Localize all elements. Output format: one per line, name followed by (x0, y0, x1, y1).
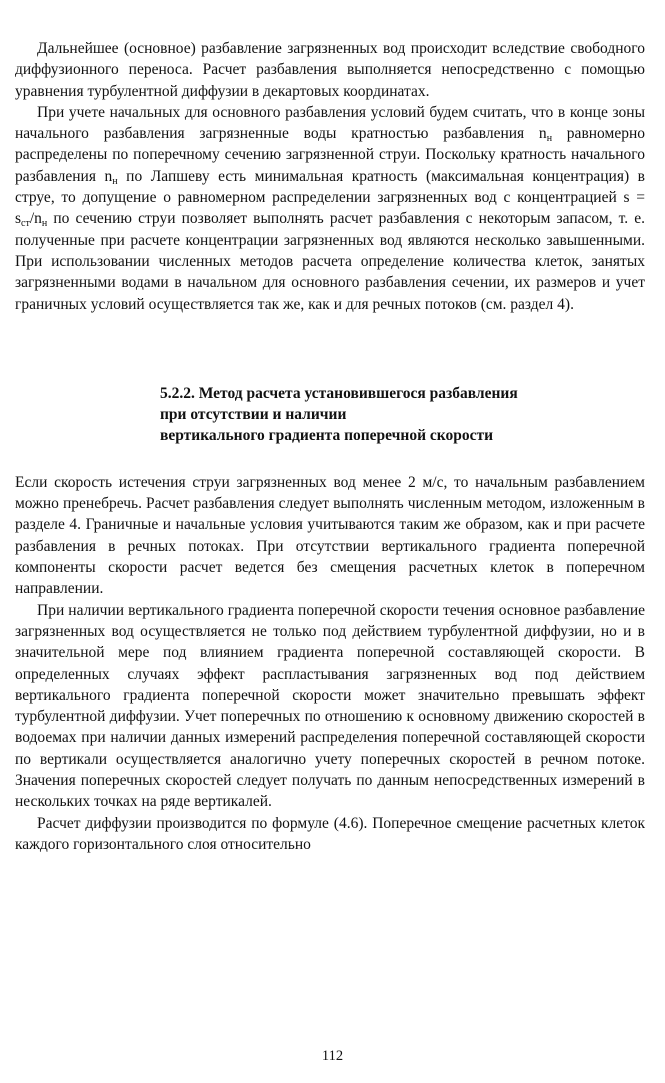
text-run: по Лапшеву есть минимальная кратность (максимальная концентрация) в струе, то допущение о равномерном распределении загрязненных вод с концентрацией s = s (15, 167, 645, 228)
subscript: н (41, 218, 48, 230)
spacer (15, 446, 645, 472)
heading-line-3: вертикального градиента поперечной скорости (160, 426, 494, 444)
text-run: по сечению струи позволяет выполнять расчет разбавления с некоторым запасом, т. е. полученные при расчете концентрации загрязненных вод являются несколько завышенными. При использовании численных методов расчета определение количества клеток, занятых загрязненными водами в начальном для основного разбавления сечении, их размеров и учет граничных условий осуществляется так же, как и для речных потоков (см. раздел 4). (15, 210, 645, 313)
section-heading (15, 383, 645, 446)
page-number: 112 (321, 1048, 344, 1064)
paragraph-main-dilution: Дальнейшее (основное) разбавление загрязненных вод происходит вследствие свободного диффузионного переноса. Расчет разбавления выполняется непосредственно с помощью уравнения турбулентной диффузии в декартовых координатах. (15, 40, 645, 100)
document-page (15, 38, 645, 855)
subscript: н (546, 133, 553, 145)
paragraph-diffusion-formula: Расчет диффузии производится по формуле (4.6). Поперечное смещение расчетных клеток каждого горизонтального слоя относительно (15, 814, 645, 853)
subscript: ст (21, 218, 30, 230)
subscript: н (112, 175, 118, 187)
heading-line-2: при отсутствии и наличии (160, 405, 347, 423)
text-run: /n (29, 210, 42, 228)
paragraph-vertical-gradient: При наличии вертикального градиента поперечной скорости течения основное разбавление загрязненных вод осуществляется не только под действием турбулентной диффузии, но и в значительной мере под влиянием градиента поперечной составляющей скорости. В определенных случаях эффект распластывания загрязненных вод под действием вертикального градиента поперечной скорости может значительно превышать эффект турбулентной диффузии. Учет поперечных по отношению к основному движению скоростей в водоемах при наличии данных измерений распределения поперечной составляющей скорости по вертикали осуществляется аналогично учету поперечных скоростей в речном потоке. Значения поперечных скоростей следует получать по данным непосредственных измерений в нескольких точках на ряде вертикалей. (15, 601, 645, 811)
paragraph-initial-conditions (15, 102, 645, 315)
paragraph-outflow-velocity: Если скорость истечения струи загрязненных вод менее 2 м/с, то начальным разбавлением можно пренебречь. Расчет разбавления следует выполнять численным методом, изложенным в разделе 4. Граничные и начальные условия учитываются таким же образом, как и при расчете разбавления в речных потоках. При отсутствии вертикального градиента поперечной компоненты скорости расчет ведется без смещения расчетных клеток в поперечном направлении. (15, 473, 645, 598)
heading-line-1: 5.2.2. Метод расчета установившегося разбавления (160, 384, 518, 402)
spacer (15, 315, 645, 383)
text-run: При учете начальных для основного разбавления условий будем считать, что в конце зоны начального разбавления загрязненные воды кратностью разбавления n (15, 103, 645, 143)
text-run: равномерно распределены по поперечному сечению загрязненной струи. Поскольку кратность начального разбавления n (15, 125, 645, 185)
